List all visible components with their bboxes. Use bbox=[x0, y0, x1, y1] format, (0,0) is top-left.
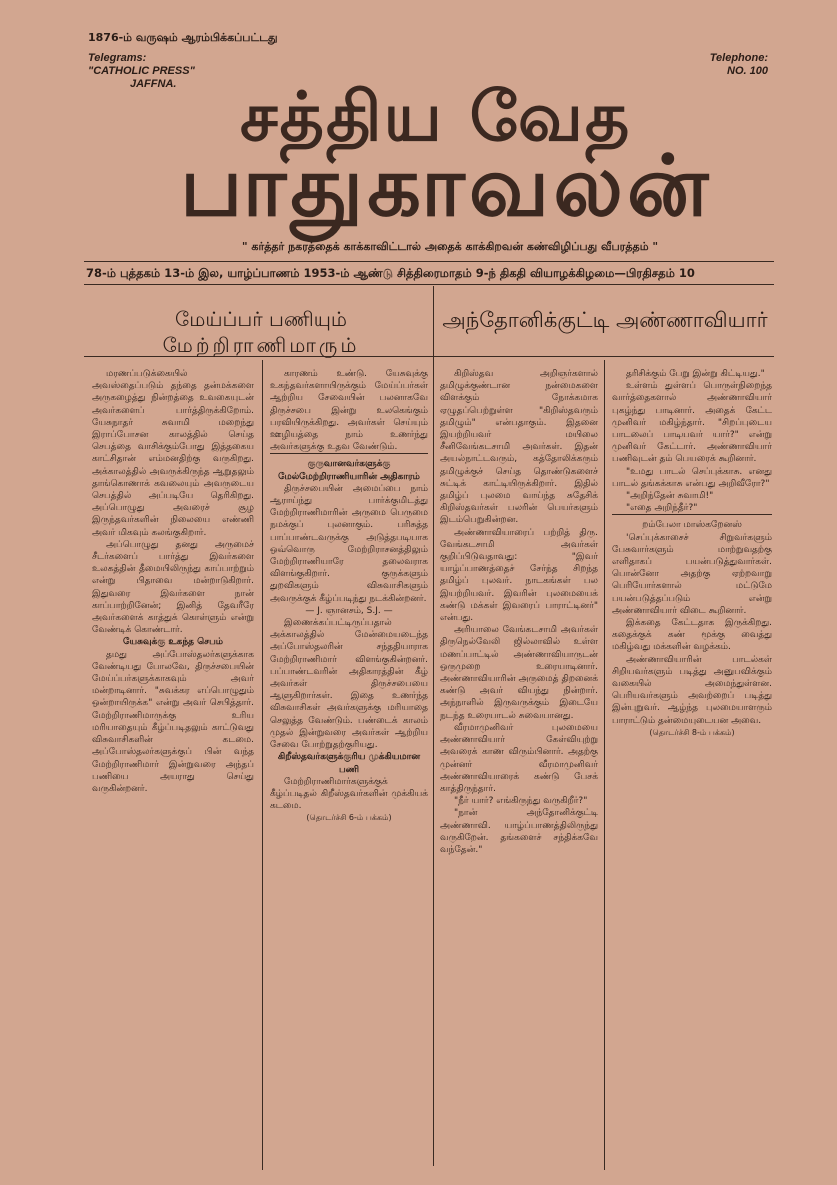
paragraph: கிறிஸ்தவ அறிஞர்களால் தமிழுக்குண்டான நன்மைகளை விளக்கும் நோக்கமாக ஏழுதப்பெற்றுள்ள "கிறிஸ்தவரும் தமிழும்" என்பதாகும். இதனை இயற்றியவர் மயிலை சீனிவேங்கடசாமி அவர்கள். இதன் அயல்நாட்டவரும், கத்தோலிக்கரும் தமிழுக்குச் செய்த தொண்டுகளைச் சுட்டிக் காட்டியிருக்கிறார். இதில் தமிழ்ப் புலமை வாய்ந்த சுதேசிக் கிறிஸ்தவர்கள் பலரின் பெயர்களும் இடம்பெறுகின்றன. bbox=[440, 369, 598, 526]
paragraph: இக்கதை கேட்டதாக இருக்கிறது. கதைக்குக் கண் மூக்கு வைத்து மகிழ்வது மக்களின் வழக்கம். bbox=[612, 618, 772, 653]
right-article-column-1 bbox=[440, 368, 598, 1168]
left-headline-line2: மேற்றிராணிமாரும் bbox=[162, 333, 360, 357]
masthead-title-line2: பாதுகாவலன் bbox=[180, 137, 713, 235]
paragraph: உள்ளம் துள்ளப் பொருள்நிறைந்த வார்த்தைகளால் அண்ணாவியார் புகழ்ந்து பாடினார். அதைக் கேட்ட முனிவர் மகிழ்ந்தார். "சிறப்புடைய பாடலைப் பாடியவர் யார்?" என்று முனிவர் கேட்டார். அண்ணாவியார் பணிவுடன் தம் பெயரைக் கூறினார். bbox=[612, 381, 772, 465]
paragraph: இணைக்கப்பட்டிருப்பதால் அக்காலத்தில் மேன்மையடைந்த அப்போஸ்தலரின் சந்ததியாராக மேற்றிராணிமார் விளங்குகின்றனர். பப்பாண்டவரின் அதிகாரத்தின் கீழ் அவர்கள் திருச்சபையை ஆளுகிறார்கள். இதை உணர்ந்த விசுவாசிகள் அவர்களுக்கு மரியாதை செலுத்த வேண்டும். பண்டைக் காலம் முதல் இன்றுவரை அவர்கள் ஆற்றிய சேவை போற்றுதற்குரியது. bbox=[270, 618, 428, 751]
paragraph: "நீர் யார்? எங்கிருந்து வருகிறீர்?" bbox=[454, 796, 588, 807]
paragraph: "அறிந்தேன் சுவாமி!" bbox=[626, 491, 714, 502]
left-article-column-2 bbox=[270, 368, 428, 1168]
telephone-block bbox=[678, 52, 768, 78]
paragraph: "எதை அறிந்தீர்?" bbox=[626, 503, 698, 514]
paragraph: அண்ணாவியாரின் பாடல்கள் சிறியவர்களும் படித்து அனுபவிக்கும் வகையில் அமைந்துள்ளன. பெரியவர்களும் அவற்றைப் படித்து இன்புறுவர். ஆழ்ந்த புலமையாளரும் பாராட்டும் தன்மையுடையன அவை. bbox=[612, 654, 772, 726]
paragraph: திருச்சபையின் அமைப்பை நாம் ஆராய்ந்து பார்க்குமிடத்து மேற்றிராணிமாரின் அருமை பெருமை நமக்குப் புலனாகும். பரிசுத்த பாப்பாண்டவருக்கு அடுத்தபடியாக ஒவ்வொரு மேற்றிராசனத்திலும் மேற்றிராணியாரே தலைவராக விளங்குகிறார். குருக்களும் துறவிகளும் விசுவாசிகளும் அவருக்குக் கீழ்ப்படிந்து நடக்கின்றனர். bbox=[270, 483, 428, 604]
paragraph: "உமது பாடல் செப்புக்காசு. எனது பாடல் தங்கக்காசு என்பது அறிவீரோ?" bbox=[612, 466, 772, 489]
paragraph: "நான் அந்தோனிக்குட்டி அண்ணாவி. யாழ்ப்பாணத்திலிருந்து வருகிறேன். தங்களைச் சந்திக்கவே வந்தேன்." bbox=[440, 808, 598, 855]
telephone-label: Telephone: bbox=[709, 52, 768, 64]
left-headline-line1: மேய்ப்பர் பணியும் bbox=[175, 307, 347, 331]
right-headline: அந்தோனிக்குட்டி அண்ணாவியார் bbox=[442, 308, 768, 332]
column-divider-left bbox=[262, 360, 263, 1170]
left-article-column-1 bbox=[92, 368, 254, 1168]
established-note: 1876-ம் வருஷம் ஆரம்பிக்கப்பட்டது bbox=[88, 31, 278, 44]
left-headline bbox=[96, 306, 426, 358]
subheading: கிறீஸ்தவர்களுக்குரிய முக்கியமான பணி bbox=[277, 752, 421, 775]
masthead-title-line1: சத்திய வேத bbox=[240, 78, 632, 157]
paragraph: மரணப்படுக்கையில் அவஸ்தைப்படும் தந்தை தன்மக்களை அருகழைத்து நின்றத்தை உவகையுடன் அவர்களைப் பார்த்திருக்கிறோம். யேசுநாதர் சுவாமி மறைந்து இராப்போசன காலத்தில் செய்த செபத்தை வாசிக்கும்போது இத்தகைய காட்சிதான் எம்மனதிற்கு வருகிறது. அக்காலத்தில் அவருக்கிருந்த ஆறுதலும் தாங்கொணாக் கவலையும் அவருடைய செபத்தில் அப்படியே தெரிகிறது. அப்பொழுது அவரைச் சூழ இருந்தவர்களின் நிலையை எண்ணி அவர் மிகவும் கலங்குகிறார். bbox=[92, 369, 254, 538]
subheading: குருவானவர்களுக்கு மேல்மேற்றிராணியாரின் அதிகாரம் bbox=[270, 453, 428, 482]
paragraph: தமது அப்போஸ்தலர்களுக்காக வேண்டியது போலவே, திருச்சபையின் மேய்ப்பர்களுக்காகவும் அவர் மன்றாடினார். "சுவக்கர எப்பொழுதும் ஒன்றாயிருக்க" என்று அவர் செபித்தார். மேற்றிராணிமாருக்கு உரிய மரியாதையும் கீழ்ப்படிதலும் காட்டுவது விசுவாசிகளின் கடமை. அப்போஸ்தலர்களுக்குப் பின் வந்த மேற்றிராணிமார் இன்றுவரை அந்தப் பணியை அயராது செய்து வருகின்றனர். bbox=[92, 649, 254, 794]
telegram-block bbox=[88, 52, 195, 91]
paragraph: வீரமாமுனிவர் புலமையை அண்ணாவியார் கேள்வியுற்று அவரைக் காண விரும்பினார். அதற்கு முன்னர் வீரமாமுனிவர் அண்ணாவியாரைக் கண்டு பேசக் காத்திருந்தார். bbox=[440, 722, 598, 794]
paragraph: தரிசிக்கும் பேறு இன்று கிட்டியது." bbox=[626, 369, 765, 379]
column-divider-main bbox=[433, 286, 434, 1166]
paragraph: அப்பொழுது தனது அருமைச் சீடர்களைப் பார்த்து இவர்களை உலகத்தின் தீமையிலிருந்து காப்பாற்றும் என்று பிதாவை மன்றாடுகிறார். இதுவரை இவர்களை நான் காப்பாற்றினேன்; இனித் தேவரீரே அவர்களைக் காத்துக் கொள்ளும் என்று வேண்டிக் கொண்டார். bbox=[92, 539, 254, 636]
telegrams-value: "CATHOLIC PRESS" bbox=[88, 65, 195, 77]
author-byline: றம்பேலா மாஸ்கறேனஸ் bbox=[612, 514, 772, 531]
divider-top bbox=[84, 261, 774, 262]
paragraph: அண்ணாவியாரைப் பற்றித் திரு. வேங்கடசாமி அவர்கள் குறிப்பிடுவதாவது: "இவர் யாழ்ப்பாணத்தைச் சேர்ந்த சிறந்த தமிழ்ப் புலவர். நாடகங்கள் பல இயற்றியவர். இவரின் புலமையைக் கண்டு மக்கள் இவரைப் பாராட்டினர்" என்பது. bbox=[440, 527, 598, 624]
divider-dateline bbox=[84, 284, 774, 285]
continued-note: (தொடர்ச்சி 8-ம் பக்கம்) bbox=[649, 727, 735, 737]
paragraph: காரணம் உண்டு. யேசுவுக்கு உகந்தவர்களாயிருக்கும் மேய்ப்பர்கள் ஆற்றிய சேவையின் பலனாகவே திருச்சபை இன்று உலகெங்கும் பரவியிருக்கிறது. அவர்கள் செய்யும் ஊழியத்தை நாம் உணர்ந்து அவர்களுக்கு உதவ வேண்டும். bbox=[270, 369, 428, 453]
subheading: யேசுவுக்கு உகந்த செபம் bbox=[122, 637, 224, 648]
telegrams-label: Telegrams: bbox=[88, 52, 147, 64]
dateline: 78-ம் புத்தகம் 13-ம் இல, யாழ்ப்பாணம் 1953-ம் ஆண்டு சித்திரைமாதம் 9-ந் திகதி வியாழக்கிழமை—பிரதிசதம் 10 bbox=[86, 266, 695, 280]
telephone-value: NO. 100 bbox=[727, 65, 768, 77]
motto: " கர்த்தர் நகரத்தைக் காக்காவிட்டால் அதைக் காக்கிறவன் கண்விழிப்பது வீபரத்தம் " bbox=[241, 240, 659, 253]
paragraph: மேற்றிராணிமார்களுக்குக் கீழ்ப்படிதல் கிறீஸ்தவர்களின் முக்கியக் கடமை. bbox=[270, 776, 428, 812]
continued-note: (தொடர்ச்சி 6-ம் பக்கம்) bbox=[306, 813, 392, 823]
paragraph: 'செப்புக்காசைச் சிறுவர்களும் பேசுவார்களும் மாற்றுவதற்கு எளிதாகப் பயன்படுத்துவார்கள். பொன்னோ அதற்கு ஏற்றவாறு பெரியோர்களால் மட்டுமே பயன்படுத்தப்படும் என்று அண்ணாவியார் விடை கூறினார். bbox=[612, 532, 772, 616]
right-article-column-2 bbox=[612, 368, 772, 1168]
paragraph: அரியாலை வேங்கடசாமி அவர்கள் திருநெல்வேலி ஜில்லாவில் உள்ள மணப்பாட்டில் அண்ணாவியாருடன் ஒருமுறை உரையாடினார். அண்ணாவியாரின் அருமைத் திறனைக் கண்டு அவர் வியந்து நின்றார். அந்நாளில் இருவருக்கும் இடையே நடந்த உரையாடல் சுவையானது. bbox=[440, 625, 598, 721]
author-byline: — J. ஞானசம், S.J. — bbox=[305, 605, 393, 616]
telegrams-city: JAFFNA. bbox=[130, 78, 177, 90]
column-divider-right bbox=[604, 360, 605, 1170]
